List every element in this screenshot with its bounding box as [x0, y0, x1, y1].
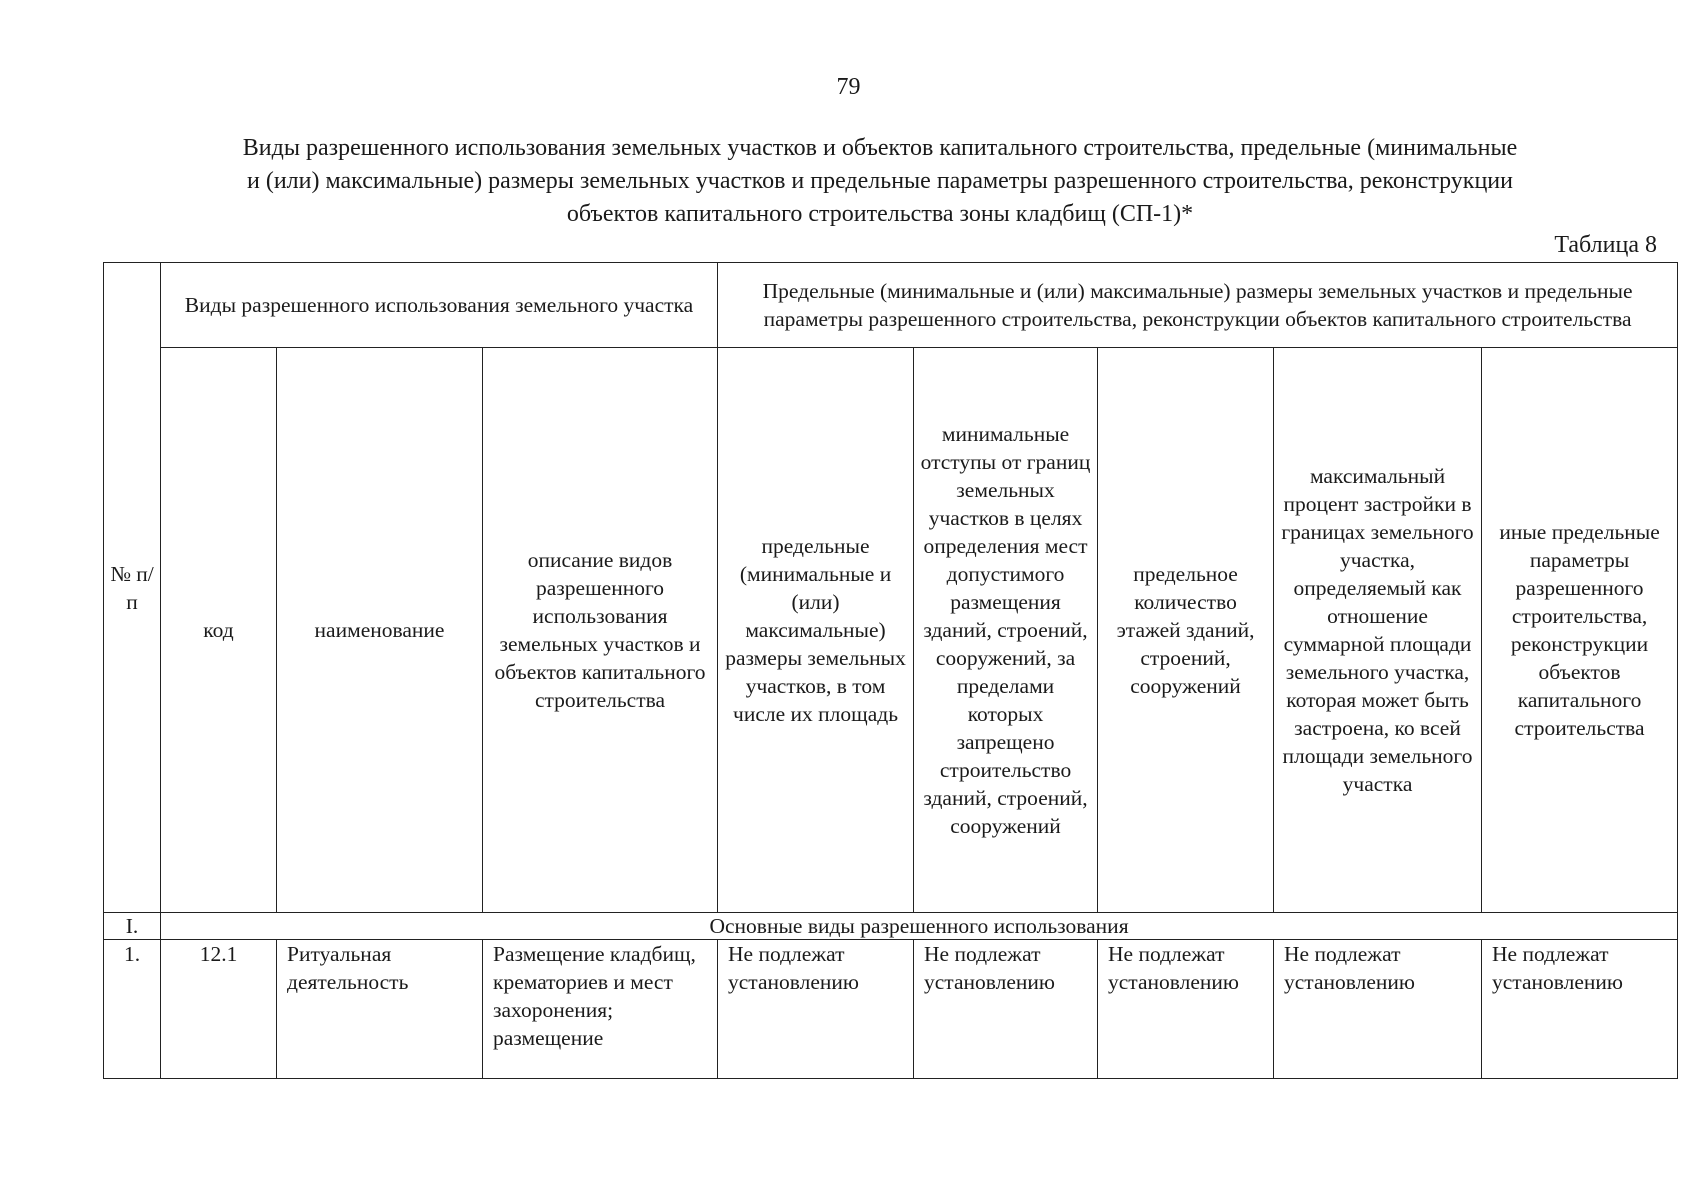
- header-name: наименование: [277, 348, 483, 913]
- header-setbacks: минимальные отступы от границ земельных участков в целях определения мест допустимого размещения зданий, строений, сооружений, за пределами которых запрещено строительство зданий, строений, сооружений: [914, 348, 1098, 913]
- header-group-params: Предельные (минимальные и (или) максимальные) размеры земельных участков и предельные параметры разрешенного строительства, реконструкции объектов капитального строительства: [718, 263, 1678, 348]
- section-row: [104, 913, 1678, 940]
- header-code: код: [161, 348, 277, 913]
- header-description: описание видов разрешенного использования земельных участков и объектов капитального строительства: [483, 348, 718, 913]
- header-coverage: максимальный процент застройки в границах земельного участка, определяемый как отношение суммарной площади земельного участка, которая может быть застроена, ко всей площади земельного участка: [1274, 348, 1482, 913]
- section-label: Основные виды разрешенного использования: [161, 913, 1678, 940]
- table-label: Таблица 8: [1554, 232, 1657, 258]
- table-row: [104, 940, 1678, 1079]
- zoning-table: [103, 262, 1678, 1079]
- header-other: иные предельные параметры разрешенного строительства, реконструкции объектов капитального строительства: [1482, 348, 1678, 913]
- row-name: Ритуальная деятельность: [277, 940, 483, 1079]
- page-number: 79: [836, 74, 861, 100]
- header-num: № п/п: [104, 263, 161, 913]
- row-num: 1.: [104, 940, 161, 1079]
- row-code: 12.1: [161, 940, 277, 1079]
- row-setbacks: Не подлежат установлению: [914, 940, 1098, 1079]
- row-coverage: Не подлежат установлению: [1274, 940, 1482, 1079]
- row-description: Размещение кладбищ, крематориев и мест захоронения; размещение: [483, 940, 718, 1079]
- section-num: I.: [104, 913, 161, 940]
- header-sizes: предельные (минимальные и (или) максимальные) размеры земельных участков, в том числе их площадь: [718, 348, 914, 913]
- header-group-row: [104, 263, 1678, 348]
- header-floors: предельное количество этажей зданий, строений, сооружений: [1098, 348, 1274, 913]
- document-title: Виды разрешенного использования земельных участков и объектов капитального строительства, предельные (минимальные и (или) максимальные) размеры земельных участков и предельные параметры разрешенного строительства, реконструкции объектов капитального строительства зоны кладбищ (СП-1)*: [242, 135, 1518, 227]
- row-sizes: Не подлежат установлению: [718, 940, 914, 1079]
- header-group-use: Виды разрешенного использования земельного участка: [161, 263, 718, 348]
- header-columns-row: [104, 348, 1678, 913]
- row-floors: Не подлежат установлению: [1098, 940, 1274, 1079]
- row-other: Не подлежат установлению: [1482, 940, 1678, 1079]
